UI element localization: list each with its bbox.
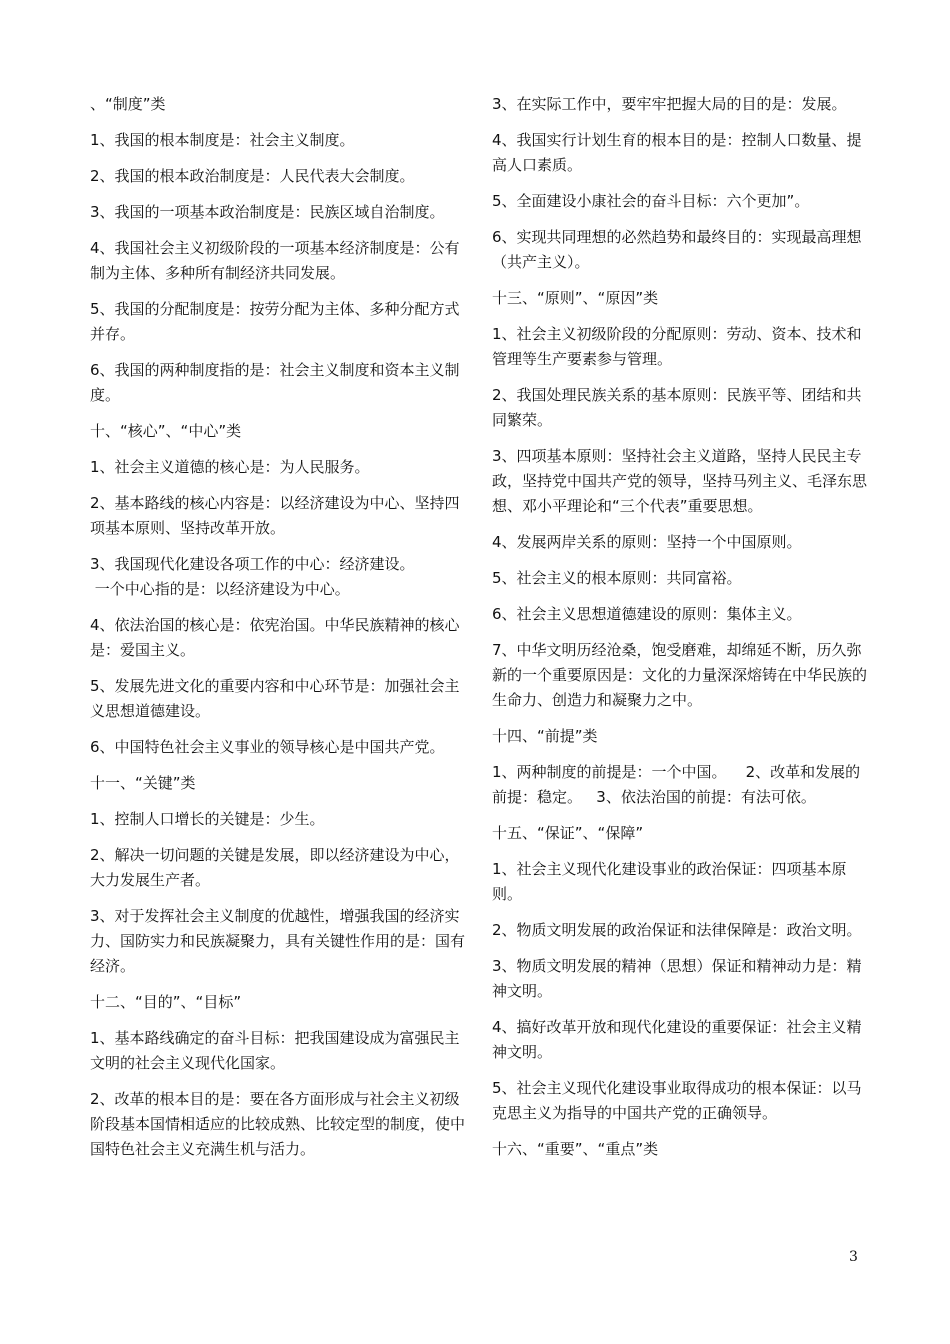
- list-item: 6、实现共同理想的必然趋势和最终目的：实现最高理想（共产主义）。: [492, 228, 862, 271]
- list-item: 3、我国现代化建设各项工作的中心：经济建设。 一个中心指的是：以经济建设为中心。: [90, 555, 415, 598]
- section-heading: 十一、“关键”类: [90, 774, 196, 792]
- left-column: [90, 92, 468, 1173]
- list-item: 1、基本路线确定的奋斗目标：把我国建设成为富强民主文明的社会主义现代化国家。: [90, 1029, 460, 1072]
- section-heading: 十五、“保证”、“保障”: [492, 824, 644, 842]
- list-item: 1、控制人口增长的关键是：少生。: [90, 810, 325, 828]
- list-item: 3、在实际工作中，要牢牢把握大局的目的是：发展。: [492, 95, 847, 113]
- list-item: 3、对于发挥社会主义制度的优越性，增强我国的经济实力、国防实力和民族凝聚力，具有关键性作用的是：国有经济。: [90, 907, 466, 975]
- list-item: 3、四项基本原则：坚持社会主义道路，坚持人民民主专政，坚持党中国共产党的领导，坚持马列主义、毛泽东思想、邓小平理论和“三个代表”重要思想。: [492, 447, 868, 515]
- list-item: 6、中国特色社会主义事业的领导核心是中国共产党。: [90, 738, 445, 756]
- list-item: 5、全面建设小康社会的奋斗目标：六个更加”。: [492, 192, 810, 210]
- list-item: 5、社会主义的根本原则：共同富裕。: [492, 569, 742, 587]
- list-item: 7、中华文明历经沧桑，饱受磨难，却绵延不断，历久弥新的一个重要原因是：文化的力量深深熔铸在中华民族的生命力、创造力和凝聚力之中。: [492, 641, 868, 709]
- list-item: 2、基本路线的核心内容是：以经济建设为中心、坚持四项基本原则、坚持改革开放。: [90, 494, 460, 537]
- list-item: 2、物质文明发展的政治保证和法律保障是：政治文明。: [492, 921, 862, 939]
- list-item: 4、我国实行计划生育的根本目的是：控制人口数量、提高人口素质。: [492, 131, 862, 174]
- list-item: 5、发展先进文化的重要内容和中心环节是：加强社会主义思想道德建设。: [90, 677, 460, 720]
- list-item: 4、发展两岸关系的原则：坚持一个中国原则。: [492, 533, 802, 551]
- list-item: 1、两种制度的前提是：一个中国。 2、改革和发展的前提：稳定。 3、依法治国的前提：有法可依。: [492, 763, 861, 806]
- list-item: 1、我国的根本制度是：社会主义制度。: [90, 131, 355, 149]
- section-heading: 十四、“前提”类: [492, 727, 598, 745]
- list-item: 2、我国的根本政治制度是：人民代表大会制度。: [90, 167, 415, 185]
- section-heading: 、“制度”类: [90, 95, 166, 113]
- section-heading: 十六、“重要”、“重点”类: [492, 1140, 659, 1158]
- list-item: 1、社会主义道德的核心是：为人民服务。: [90, 458, 370, 476]
- section-heading: 十二、“目的”、“目标”: [90, 993, 242, 1011]
- list-item: 5、我国的分配制度是：按劳分配为主体、多种分配方式并存。: [90, 300, 460, 343]
- list-item: 3、物质文明发展的精神（思想）保证和精神动力是：精神文明。: [492, 957, 862, 1000]
- list-item: 1、社会主义现代化建设事业的政治保证：四项基本原则。: [492, 860, 847, 903]
- list-item: 2、解决一切问题的关键是发展，即以经济建设为中心，大力发展生产者。: [90, 846, 460, 889]
- list-item: 2、改革的根本目的是：要在各方面形成与社会主义初级阶段基本国情相适应的比较成熟、比较定型的制度，使中国特色社会主义充满生机与活力。: [90, 1090, 466, 1158]
- right-column: [492, 92, 872, 1173]
- section-heading: 十三、“原则”、“原因”类: [492, 289, 659, 307]
- page-number: 3: [849, 1249, 858, 1265]
- list-item: 4、依法治国的核心是：依宪治国。中华民族精神的核心是：爱国主义。: [90, 616, 460, 659]
- list-item: 4、我国社会主义初级阶段的一项基本经济制度是：公有制为主体、多种所有制经济共同发展。: [90, 239, 460, 282]
- list-item: 4、搞好改革开放和现代化建设的重要保证：社会主义精神文明。: [492, 1018, 862, 1061]
- section-heading: 十、“核心”、“中心”类: [90, 422, 242, 440]
- list-item: 3、我国的一项基本政治制度是：民族区域自治制度。: [90, 203, 445, 221]
- list-item: 2、我国处理民族关系的基本原则：民族平等、团结和共同繁荣。: [492, 386, 862, 429]
- list-item: 1、社会主义初级阶段的分配原则：劳动、资本、技术和管理等生产要素参与管理。: [492, 325, 862, 368]
- list-item: 6、社会主义思想道德建设的原则：集体主义。: [492, 605, 802, 623]
- list-item: 5、社会主义现代化建设事业取得成功的根本保证：以马克思主义为指导的中国共产党的正确领导。: [492, 1079, 862, 1122]
- list-item: 6、我国的两种制度指的是：社会主义制度和资本主义制度。: [90, 361, 460, 404]
